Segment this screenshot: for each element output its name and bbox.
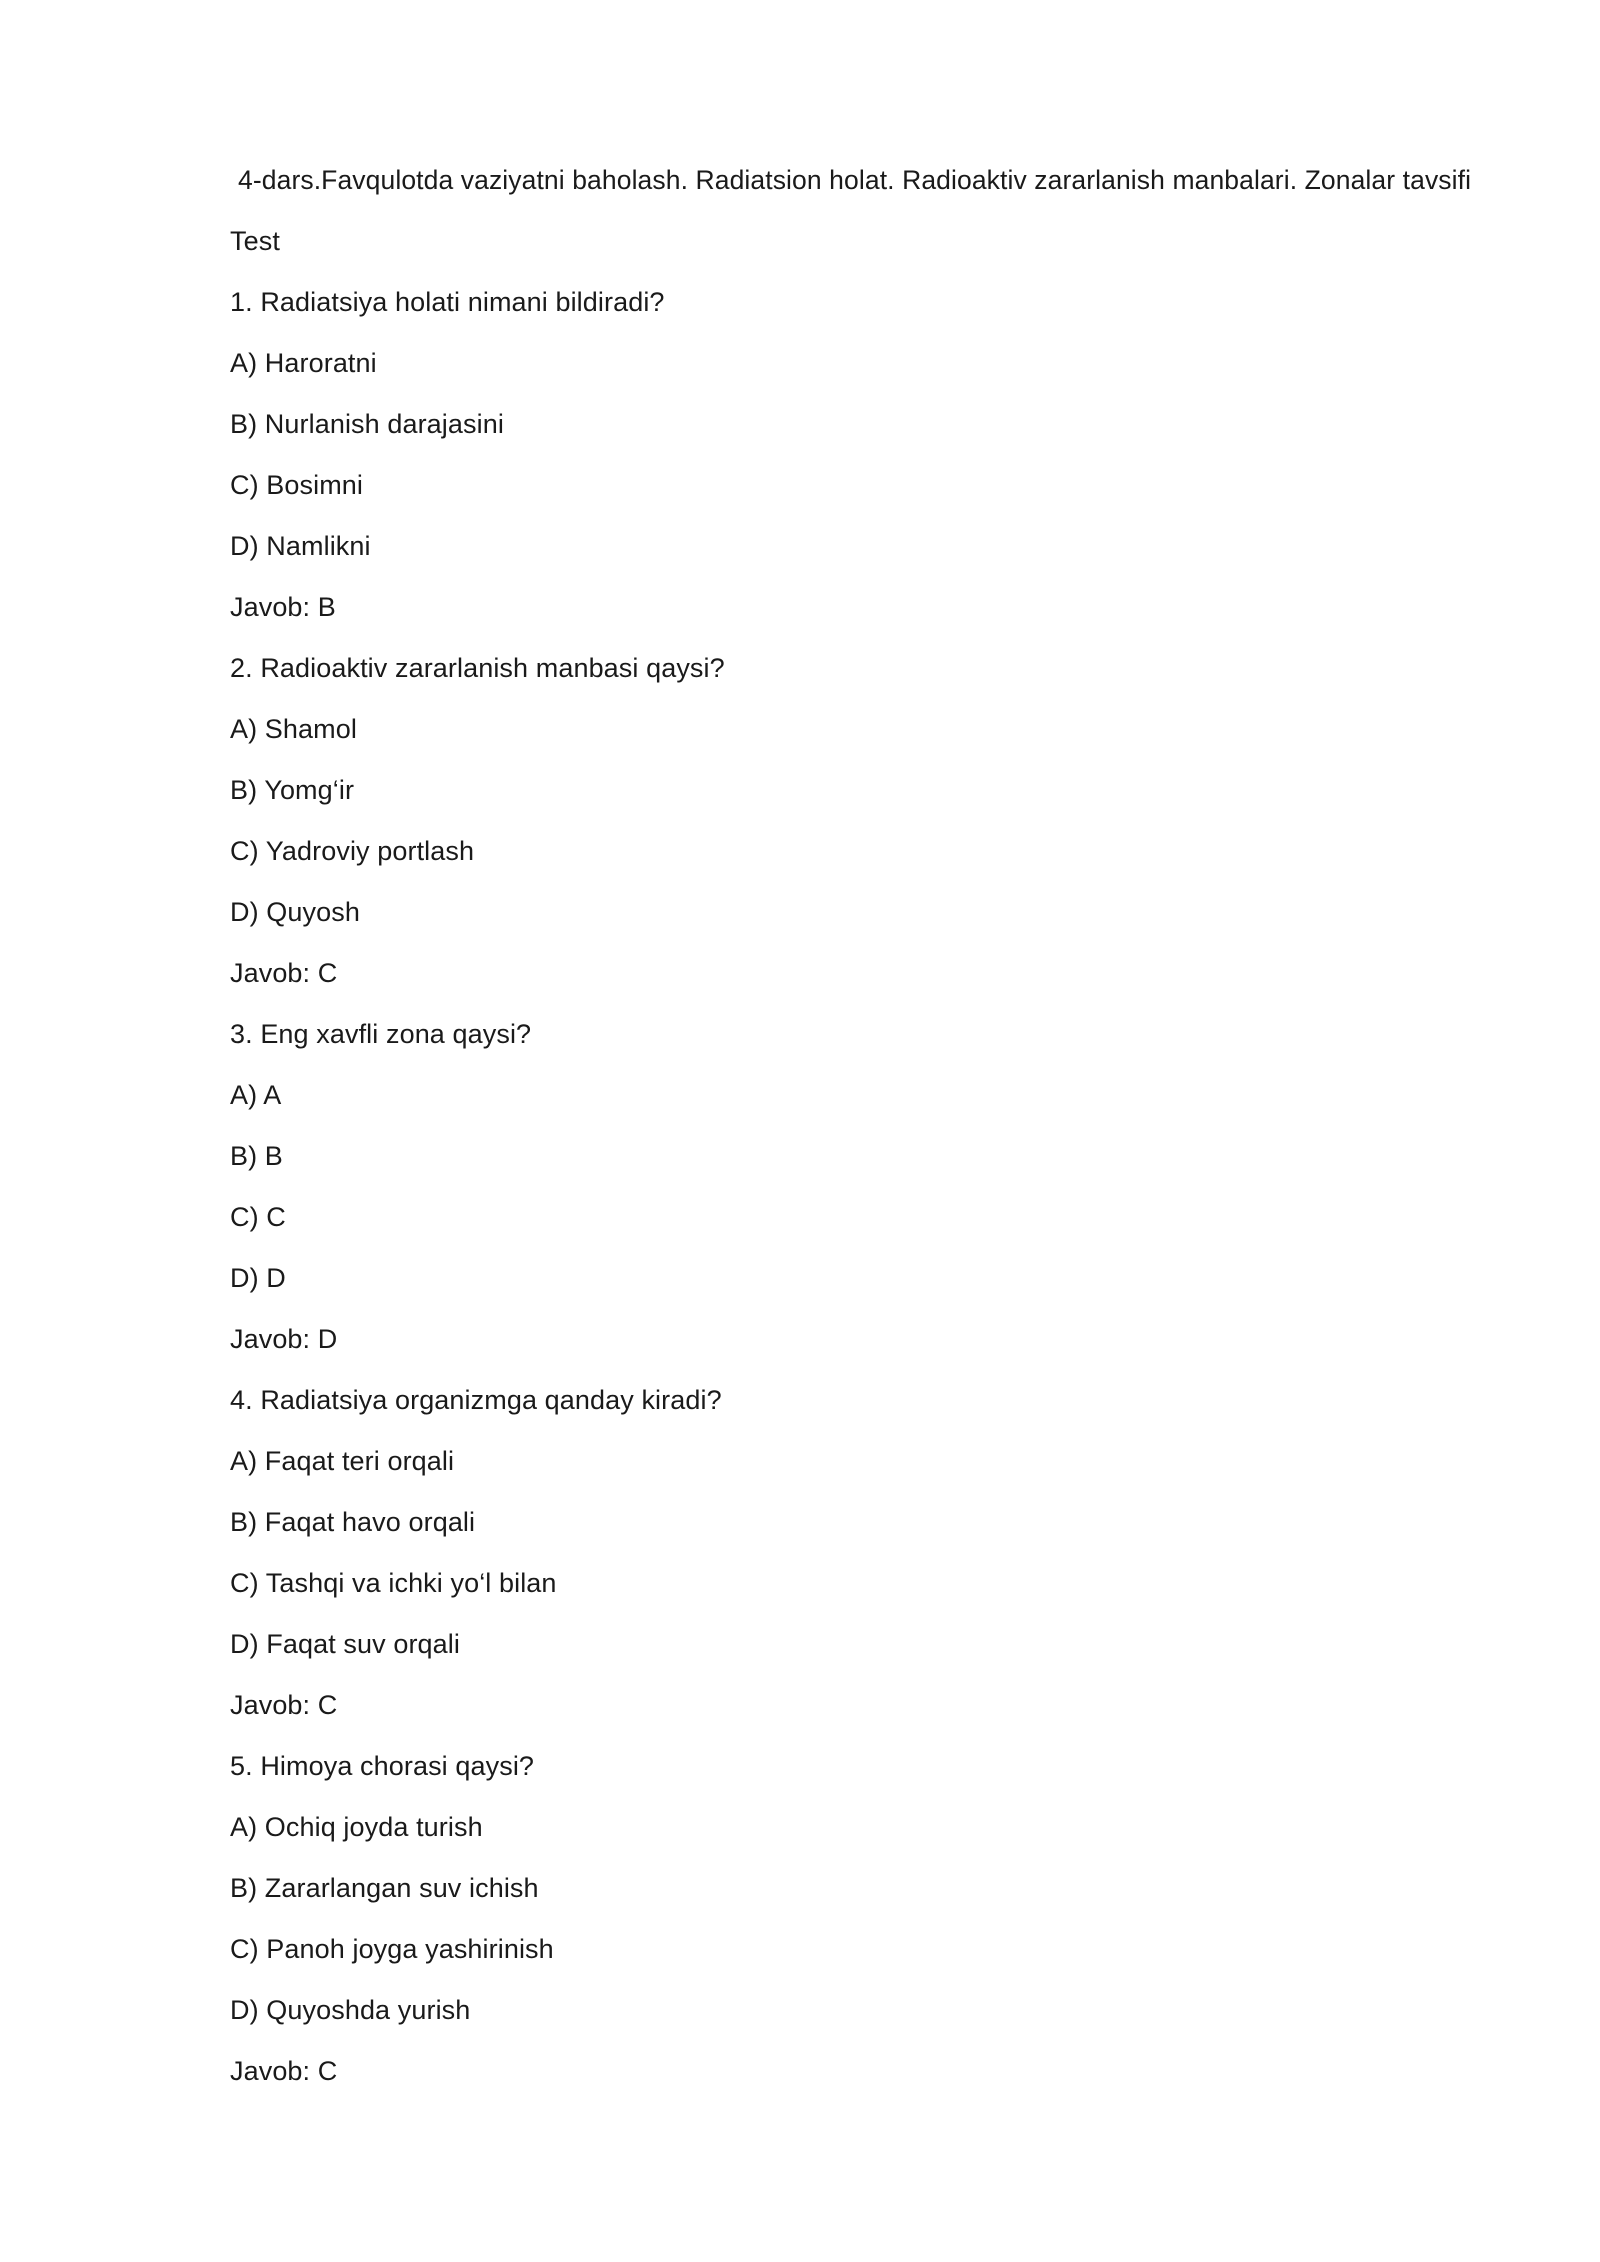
document-title: 4-dars.Favqulotda vaziyatni baholash. Radiatsion holat. Radioaktiv zararlanish manbalari. Zonalar tavsifi (238, 165, 1472, 195)
option-a: A) Haroratni (230, 348, 377, 378)
option-a: A) Shamol (230, 714, 357, 744)
option-c: C) C (230, 1202, 286, 1232)
option-b: B) Yomg‘ir (230, 775, 355, 805)
option-a: A) A (230, 1080, 282, 1110)
option-a: A) Faqat teri orqali (230, 1446, 455, 1476)
option-d: D) D (230, 1263, 286, 1293)
option-c: C) Panoh joyga yashirinish (230, 1934, 554, 1964)
option-c: C) Yadroviy portlash (230, 836, 475, 866)
option-c: C) Bosimni (230, 470, 364, 500)
option-d: D) Quyoshda yurish (230, 1995, 471, 2025)
question-text: 5. Himoya chorasi qaysi? (230, 1751, 535, 1781)
option-c: C) Tashqi va ichki yo‘l bilan (230, 1568, 557, 1598)
question-block-3 (230, 1004, 1530, 1370)
option-a: A) Ochiq joyda turish (230, 1812, 483, 1842)
option-b: B) B (230, 1141, 283, 1171)
question-text: 3. Eng xavfli zona qaysi? (230, 1019, 532, 1049)
answer-line: Javob: C (230, 2056, 338, 2086)
option-b: B) Zararlangan suv ichish (230, 1873, 539, 1903)
document-content (230, 150, 1530, 2102)
option-d: D) Namlikni (230, 531, 371, 561)
question-text: 1. Radiatsiya holati nimani bildiradi? (230, 287, 665, 317)
answer-line: Javob: B (230, 592, 336, 622)
question-text: 2. Radioaktiv zararlanish manbasi qaysi? (230, 653, 725, 683)
answer-line: Javob: D (230, 1324, 338, 1354)
option-d: D) Faqat suv orqali (230, 1629, 460, 1659)
answer-line: Javob: C (230, 1690, 338, 1720)
question-text: 4. Radiatsiya organizmga qanday kiradi? (230, 1385, 722, 1415)
option-b: B) Nurlanish darajasini (230, 409, 504, 439)
option-b: B) Faqat havo orqali (230, 1507, 476, 1537)
question-block-2 (230, 638, 1530, 1004)
question-block-1 (230, 272, 1530, 638)
question-block-4 (230, 1370, 1530, 1736)
option-d: D) Quyosh (230, 897, 360, 927)
document-subtitle: Test (230, 226, 280, 256)
answer-line: Javob: C (230, 958, 338, 988)
question-block-5 (230, 1736, 1530, 2102)
